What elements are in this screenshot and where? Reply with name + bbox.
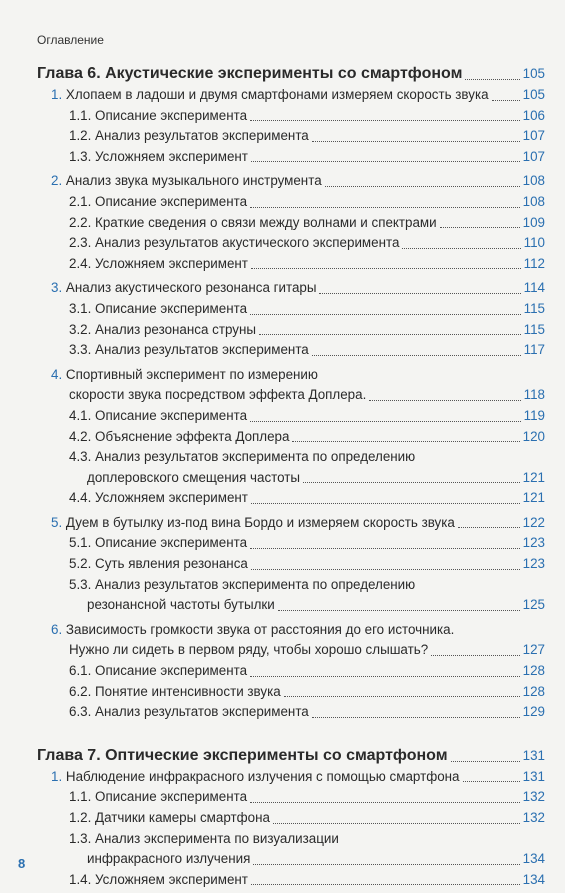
toc-entry-label [51, 513, 455, 534]
toc-entry-label [69, 340, 309, 361]
entry-page-number: 115 [523, 321, 545, 337]
toc-entry-label [69, 829, 339, 850]
dot-leader [273, 823, 520, 824]
dot-leader [369, 400, 520, 401]
toc-entry-sub[interactable] [37, 106, 545, 127]
toc-entry-label [51, 365, 318, 386]
toc-entry-label [51, 767, 460, 788]
dot-leader [250, 314, 521, 315]
dot-leader [451, 761, 520, 762]
dot-leader [251, 161, 520, 162]
dot-leader [492, 100, 520, 101]
toc-entry-label [69, 787, 247, 808]
entry-title: 4.3. Анализ результатов эксперимента по определению [69, 449, 416, 465]
dot-leader [440, 227, 520, 228]
entry-title: 6.2. Понятие интенсивности звука [69, 683, 281, 699]
toc-entry-sub[interactable] [37, 447, 545, 468]
toc-entry-label [69, 575, 415, 596]
dot-leader [251, 503, 520, 504]
entry-title: 1.1. Описание эксперимента [69, 107, 248, 123]
entry-page-number: 131 [522, 768, 545, 784]
toc-entry-sec[interactable] [37, 278, 545, 299]
toc-entry-sec[interactable] [37, 365, 545, 386]
entry-page-number: 121 [522, 469, 545, 485]
dot-leader [463, 781, 520, 782]
table-of-contents [37, 57, 545, 890]
toc-entry-label [69, 554, 248, 575]
toc-entry-label [69, 870, 248, 891]
toc-entry-label [69, 533, 247, 554]
entry-title: 5.1. Описание эксперимента [69, 535, 248, 551]
entry-page-number: 117 [523, 342, 545, 358]
entry-page-number: 128 [522, 683, 545, 699]
section-number: 5. [51, 514, 63, 530]
toc-entry-label [69, 106, 247, 127]
entry-page-number: 108 [522, 173, 545, 189]
entry-title: Анализ акустического резонанса гитары [65, 280, 317, 296]
dot-leader [250, 120, 520, 121]
dot-leader [250, 676, 520, 677]
entry-title: Спортивный эксперимент по измерению [65, 366, 318, 382]
toc-entry-label [69, 808, 270, 829]
dot-leader [431, 655, 520, 656]
toc-entry-sub[interactable] [37, 299, 545, 320]
dot-leader [312, 355, 521, 356]
toc-entry-label [69, 406, 247, 427]
toc-entry-label [69, 126, 309, 147]
entry-page-number: 107 [522, 148, 545, 164]
section-number: 6. [51, 621, 63, 637]
entry-title: 2.3. Анализ результатов акустического эксперимента [69, 235, 400, 251]
toc-entry-sub[interactable] [37, 468, 545, 489]
entry-title: 1.3. Анализ эксперимента по визуализации [69, 830, 339, 846]
toc-entry-chapter[interactable] [37, 745, 545, 767]
entry-title: 1.2. Датчики камеры смартфона [69, 810, 270, 825]
toc-entry-label [51, 620, 454, 641]
section-number: 4. [51, 366, 63, 382]
entry-title: 4.2. Объяснение эффекта Доплера [69, 428, 290, 444]
entry-page-number: 119 [523, 407, 545, 423]
toc-entry-label [69, 254, 248, 275]
toc-entry-label [51, 85, 489, 106]
entry-title: Дуем в бутылку из-под вина Бордо и измеряем скорость звука [65, 514, 455, 530]
dot-leader [312, 717, 520, 718]
toc-entry-label [69, 233, 399, 254]
toc-entry-sub[interactable] [37, 233, 545, 254]
toc-entry-label [69, 682, 281, 703]
entry-title: Глава 6. Акустические эксперименты со смартфоном [37, 65, 463, 82]
entry-title: Хлопаем в ладоши и двумя смартфонами измеряем скорость звука [65, 87, 489, 102]
entry-title-continued: скорости звука посредством эффекта Доплера. [69, 387, 367, 403]
dot-leader [278, 610, 520, 611]
entry-page-number: 132 [522, 810, 545, 825]
toc-entry-label [69, 320, 256, 341]
toc-entry-label [69, 447, 415, 468]
page-number: 8 [18, 856, 26, 871]
section-number: 2. [51, 173, 63, 189]
entry-title: 2.1. Описание эксперимента [69, 193, 248, 209]
toc-entry-sub[interactable] [37, 787, 545, 808]
entry-title: 1.4. Усложняем эксперимент [69, 871, 248, 887]
toc-entry-sub[interactable] [37, 575, 545, 596]
dot-leader [325, 186, 520, 187]
entry-page-number: 109 [522, 214, 545, 230]
entry-title-continued: доплеровского смещения частоты [87, 469, 301, 485]
toc-entry-sub[interactable] [37, 702, 545, 723]
entry-page-number: 106 [522, 107, 545, 123]
toc-entry-sec[interactable] [37, 385, 545, 406]
toc-entry-label [69, 702, 309, 723]
toc-entry-sub[interactable] [37, 849, 545, 870]
entry-title-continued: инфракрасного излучения [87, 851, 251, 867]
running-head: Оглавление [37, 33, 104, 47]
dot-leader [259, 334, 521, 335]
dot-leader [303, 482, 520, 483]
entry-page-number: 121 [522, 490, 545, 506]
toc-entry-sub[interactable] [37, 829, 545, 850]
toc-entry-sec[interactable] [37, 85, 545, 106]
entry-title: Анализ звука музыкального инструмента [65, 173, 322, 189]
dot-leader [251, 569, 520, 570]
toc-entry-sub[interactable] [37, 870, 545, 891]
entry-title: 1.2. Анализ результатов эксперимента [69, 128, 309, 144]
entry-page-number: 110 [523, 235, 545, 251]
dot-leader [251, 884, 520, 885]
entry-page-number: 132 [522, 789, 545, 805]
entry-title: 3.1. Описание эксперимента [69, 300, 248, 316]
toc-entry-sub[interactable] [37, 320, 545, 341]
toc-entry-sub[interactable] [37, 554, 545, 575]
toc-entry-label [69, 213, 437, 234]
dot-leader [319, 293, 520, 294]
toc-entry-label [51, 171, 322, 192]
section-number: 1. [51, 87, 63, 102]
entry-page-number: 118 [523, 387, 545, 403]
toc-entry-sub[interactable] [37, 406, 545, 427]
entry-page-number: 105 [522, 66, 545, 81]
entry-page-number: 127 [522, 642, 545, 658]
dot-leader [250, 421, 521, 422]
toc-entry-sub[interactable] [37, 126, 545, 147]
entry-page-number: 108 [522, 193, 545, 209]
toc-entry-sub[interactable] [37, 192, 545, 213]
dot-leader [312, 141, 520, 142]
toc-entry-sub[interactable] [37, 147, 545, 168]
entry-title: 6.1. Описание эксперимента [69, 663, 248, 679]
dot-leader [251, 268, 521, 269]
entry-page-number: 114 [523, 280, 545, 296]
entry-page-number: 112 [523, 255, 545, 271]
toc-entry-sec[interactable] [37, 640, 545, 661]
toc-entry-sec[interactable] [37, 513, 545, 534]
section-number: 3. [51, 280, 63, 296]
toc-entry-sub[interactable] [37, 340, 545, 361]
entry-page-number: 120 [522, 428, 545, 444]
dot-leader [292, 441, 519, 442]
entry-title: 4.4. Усложняем эксперимент [69, 490, 248, 506]
entry-title: Зависимость громкости звука от расстояния до его источника. [65, 621, 455, 637]
entry-title-continued: резонансной частоты бутылки [87, 597, 275, 613]
dot-leader [402, 248, 520, 249]
entry-page-number: 105 [522, 87, 545, 102]
entry-title: 5.2. Суть явления резонанса [69, 556, 248, 572]
entry-page-number: 134 [522, 851, 545, 867]
dot-leader [458, 527, 520, 528]
dot-leader [465, 79, 519, 80]
entry-title: Наблюдение инфракрасного излучения с помощью смартфона [65, 768, 460, 784]
entry-title: 2.2. Краткие сведения о связи между волнами и спектрами [69, 214, 437, 230]
entry-page-number: 115 [523, 300, 545, 316]
entry-title: 6.3. Анализ результатов эксперимента [69, 704, 309, 720]
section-number: 1. [51, 768, 63, 784]
toc-entry-label [69, 661, 247, 682]
entry-title: 1.3. Усложняем эксперимент [69, 148, 248, 164]
entry-page-number: 125 [522, 597, 545, 613]
entry-title: 1.1. Описание эксперимента [69, 789, 248, 805]
entry-title: Глава 7. Оптические эксперименты со смартфоном [37, 746, 448, 764]
toc-entry-sub[interactable] [37, 254, 545, 275]
dot-leader [284, 696, 520, 697]
toc-entry-label [69, 488, 248, 509]
dot-leader [250, 802, 520, 803]
toc-entry-label [37, 745, 448, 767]
toc-entry-sub[interactable] [37, 682, 545, 703]
entry-title-continued: Нужно ли сидеть в первом ряду, чтобы хорошо слышать? [69, 642, 429, 658]
toc-entry-label [69, 299, 247, 320]
toc-entry-label [69, 427, 289, 448]
entry-title: 4.1. Описание эксперимента [69, 407, 248, 423]
entry-page-number: 107 [522, 128, 545, 144]
entry-page-number: 134 [522, 871, 545, 887]
entry-page-number: 129 [522, 704, 545, 720]
entry-page-number: 123 [522, 556, 545, 572]
dot-leader [253, 864, 519, 865]
dot-leader [250, 548, 520, 549]
toc-entry-sub[interactable] [37, 427, 545, 448]
entry-page-number: 122 [522, 514, 545, 530]
entry-title: 2.4. Усложняем эксперимент [69, 255, 248, 271]
toc-entry-sub[interactable] [37, 661, 545, 682]
entry-page-number: 128 [522, 663, 545, 679]
toc-entry-sub[interactable] [37, 595, 545, 616]
toc-entry-sec[interactable] [37, 767, 545, 788]
entry-title: 3.2. Анализ резонанса струны [69, 321, 256, 337]
toc-entry-label [37, 63, 462, 85]
toc-entry-label [69, 192, 247, 213]
toc-entry-sub[interactable] [37, 808, 545, 829]
toc-entry-sec[interactable] [37, 620, 545, 641]
toc-entry-sub[interactable] [37, 213, 545, 234]
toc-entry-sub[interactable] [37, 488, 545, 509]
entry-title: 3.3. Анализ результатов эксперимента [69, 342, 309, 358]
entry-title: 5.3. Анализ результатов эксперимента по определению [69, 576, 416, 592]
toc-entry-label [69, 147, 248, 168]
entry-page-number: 123 [522, 535, 545, 551]
dot-leader [250, 207, 520, 208]
entry-page-number: 131 [522, 747, 545, 763]
toc-entry-sub[interactable] [37, 533, 545, 554]
toc-entry-chapter[interactable] [37, 63, 545, 85]
toc-entry-label [51, 278, 316, 299]
toc-entry-sec[interactable] [37, 171, 545, 192]
